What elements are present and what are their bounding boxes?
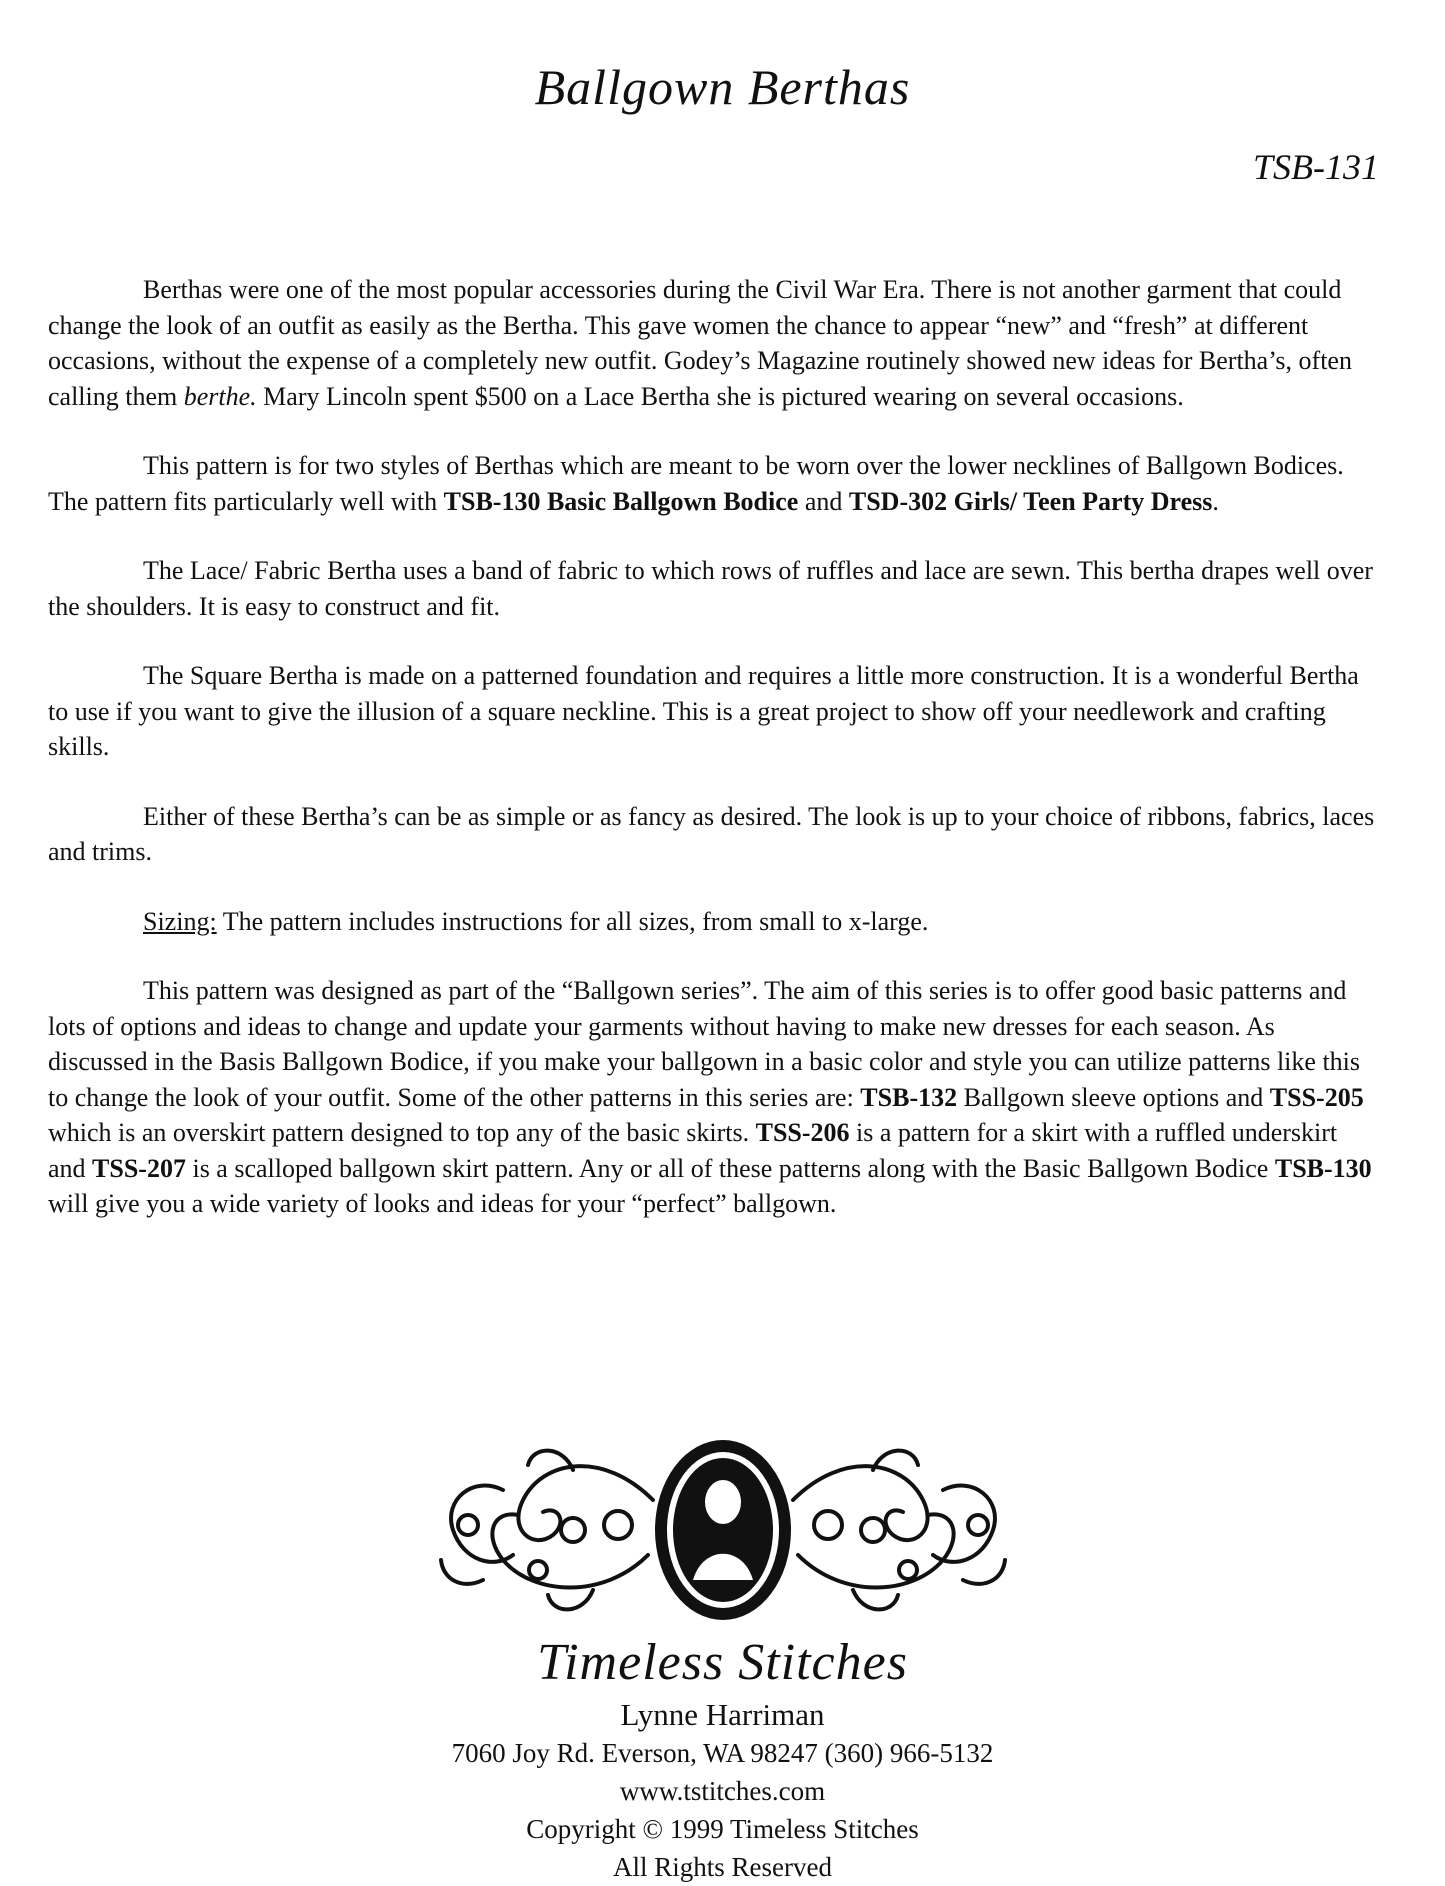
fit-bold-2: TSD-302 Girls/ Teen Party Dress: [848, 486, 1213, 516]
paragraph-series: [48, 973, 1378, 1222]
fit-and: and: [798, 486, 849, 516]
intro-italic: berthe.: [183, 381, 257, 411]
scrollwork-left: [441, 1451, 653, 1610]
scrollwork-right: [793, 1451, 1005, 1610]
series-bold-1: TSB-132: [860, 1082, 958, 1112]
paragraph-fit: [48, 448, 1378, 519]
author-name: Lynne Harriman: [620, 1697, 825, 1732]
cameo-portrait: [655, 1440, 791, 1620]
series-bold-2: TSS-205: [1269, 1082, 1364, 1112]
cameo-ornament: [423, 1430, 1023, 1630]
paragraph-square: The Square Bertha is made on a patterned foundation and requires a little more construction. It is a wonderful Bertha to use if you want to give the illusion of a square neckline. This is a great project to show off your needlework and crafting skills.: [48, 661, 1359, 761]
series-text-g: will give you a wide variety of looks and ideas for your “perfect” ballgown.: [48, 1189, 837, 1218]
series-text-a: This pattern was designed as part of the “Ballgown series”. The aim of this series is to offer good basic patterns and lots of options and ideas to change and update your garments without having to make new dresses for each season. As discussed in the Basis Ballgown Bodice, if you make your ballgown in a basic color and style you can utilize patterns like this to change the look of your outfit. Some of the other patterns in this series are:: [48, 976, 1361, 1112]
page-title: Ballgown Berthas: [534, 59, 911, 115]
rights: All Rights Reserved: [613, 1852, 832, 1882]
series-text-e: is a pattern for a skirt with a ruffled underskirt and: [48, 1118, 1338, 1183]
sizing-text: The pattern includes instructions for all sizes, from small to x-large.: [216, 906, 929, 936]
paragraph-choice: Either of these Bertha’s can be as simple or as fancy as desired. The look is up to your choice of ribbons, fabrics, laces and trims.: [48, 801, 1375, 866]
address: 7060 Joy Rd. Everson, WA 98247 (360) 966-5132: [451, 1738, 994, 1768]
series-text-c: Ballgown sleeve options and: [957, 1082, 1270, 1112]
pattern-code: TSB-131: [1253, 147, 1379, 187]
body-text: [48, 272, 1378, 1256]
paragraph-lace: The Lace/ Fabric Bertha uses a band of fabric to which rows of ruffles and lace are sewn. This bertha drapes well over the shoulders. It is easy to construct and fit.: [48, 556, 1373, 621]
website-link[interactable]: www.tstitches.com: [619, 1776, 826, 1806]
intro-end: Mary Lincoln spent $500 on a Lace Bertha she is pictured wearing on several occasions.: [256, 381, 1184, 411]
sizing-label: Sizing:: [143, 906, 217, 936]
footer: [0, 1632, 1445, 1886]
paragraph-intro: [48, 272, 1378, 414]
series-bold-4: TSS-207: [92, 1153, 186, 1183]
copyright: Copyright © 1999 Timeless Stitches: [526, 1814, 919, 1844]
fit-text: This pattern is for two styles of Berthas which are meant to be worn over the lower necklines of Ballgown Bodices. The pattern fits particularly well with: [48, 451, 1344, 516]
paragraph-sizing: [48, 904, 1378, 940]
series-text-f: is a scalloped ballgown skirt pattern. Any or all of these patterns along with the Basic Ballgown Bodice: [185, 1153, 1275, 1183]
series-bold-5: TSB-130: [1274, 1153, 1372, 1183]
series-bold-3: TSS-206: [755, 1118, 850, 1147]
fit-bold-1: TSB-130 Basic Ballgown Bodice: [443, 486, 799, 516]
series-text-d: which is an overskirt pattern designed to top any of the basic skirts.: [48, 1118, 756, 1147]
intro-text: Berthas were one of the most popular accessories during the Civil War Era. There is not another garment that could change the look of an outfit as easily as the Bertha. This gave women the chance to appear “new” and “fresh” at different occasions, without the expense of a completely new outfit. Godey’s Magazine routinely showed new ideas for Bertha’s, often calling them: [48, 275, 1352, 411]
brand-name: Timeless Stitches: [537, 1634, 908, 1691]
fit-end: .: [1212, 486, 1219, 516]
